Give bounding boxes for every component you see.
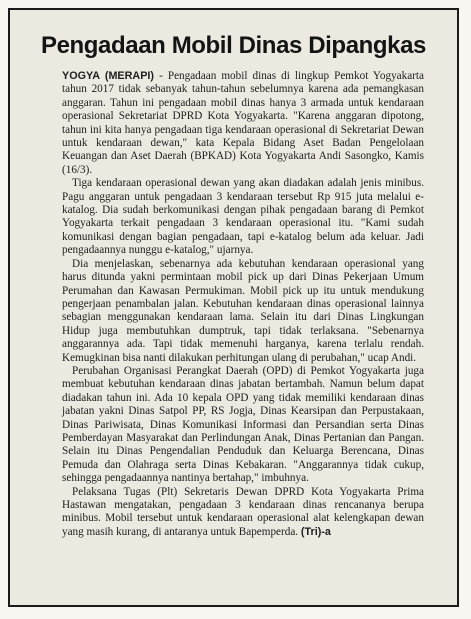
article-paragraph-3: Dia menjelaskan, sebenarnya ada kebutuhan kendaraan operasional yang harus ditunda yakni permintaan mobil pick up dari Dinas Pekerjaan Umum Perumahan dan Kawasan Permukiman. Mobil pick up itu untuk mendukung pengerjaan penambalan jalan. Kebutuhan kendaraan dinas operasional lainnya sebagian menggunakan kendaraan lama. Selain itu dari Dinas Lingkungan Hidup juga membutuhkan dumptruk, tapi tidak terlaksana. "Sebenarnya anggarannya ada. Tapi tidak memenuhi harganya, karena terlalu rendah. Kemugkinan bisa nanti dilakukan perhitungan ulang di perubahan," ucap Andi.: [62, 257, 424, 364]
article-paragraph-2: Tiga kendaraan operasional dewan yang akan diadakan adalah jenis minibus. Pagu anggaran untuk pengadaan 3 kendaraan tersebut Rp 915 juta melalui e-katalog. Dia sudah berkomunikasi dengan pihak pengadaan barang di Pemkot Yogyakarta terkait pengadaan 3 kendaraan operasional itu. "Kami sudah komunikasi dengan bagian pengadaan, tapi e-katalog belum ada keluar. Jadi pengadaannya nunggu e-katalog," ujarnya.: [62, 177, 424, 257]
newspaper-clipping: [8, 8, 459, 607]
article-signature: (Tri)-a: [300, 525, 331, 538]
article-headline: Pengadaan Mobil Dinas Dipangkas: [40, 32, 427, 59]
article-dateline: YOGYA (MERAPI): [62, 70, 155, 82]
article-body: [62, 70, 424, 539]
paragraph-5-text: Pelaksana Tugas (Plt) Sekretaris Dewan DPRD Kota Yogyakarta Prima Hastawan mengatakan, pengadaan 3 kendaraan dinas rencananya berupa minibus. Mobil tersebut untuk kendaraan operasional alat kelengkapan dewan yang masih kurang, di antaranya untuk Bapemperda.: [62, 485, 424, 538]
article-paragraph-5: [62, 486, 424, 540]
article-paragraph-4: Perubahan Organisasi Perangkat Daerah (OPD) di Pemkot Yogyakarta juga membuat kebutuhan kendaraan dinas jabatan bertambah. Namun belum dapat diadakan tahun ini. Ada 10 kepala OPD yang tidak memiliki kendaraan dinas jabatan yakni Dinas Satpol PP, RS Jogja, Dinas Kearsipan dan Perpustakaan, Dinas Pariwisata, Dinas Komunikasi Informasi dan Persandian serta Dinas Pemberdayan Masyarakat dan Perlindungan Anak, Dinas Pertanian dan Pangan. Selain itu Dinas Pengendalian Penduduk dan Keluarga Berencana, Dinas Pemuda dan Olahraga serta Dinas Kebakaran. "Anggarannya tidak cukup, sehingga pengadaannya nantinya bertahap," imbuhnya.: [62, 364, 424, 485]
paragraph-1-text: Pengadaan mobil dinas di lingkup Pemkot Yogyakarta tahun 2017 tidak sebanyak tahun-tahun sebelumnya karena ada pemangkasan anggaran. Tahun ini pengadaan mobil dinas hanya 3 armada untuk kendaraan operasional Sekretariat DPRD Kota Yogyakarta. "Karena anggaran dipotong, tahun ini kita hanya pengadaan tiga kendaraan operasional di Sekretariat Dewan untuk kendaraan dewan," kata Kepala Bidang Aset Badan Pengelolaan Keuangan dan Aset Daerah (BPKAD) Kota Yogyakarta Andi Sasongko, Kamis (16/3).: [62, 70, 424, 176]
article-paragraph-1: [62, 70, 424, 177]
dateline-separator: -: [154, 70, 168, 82]
